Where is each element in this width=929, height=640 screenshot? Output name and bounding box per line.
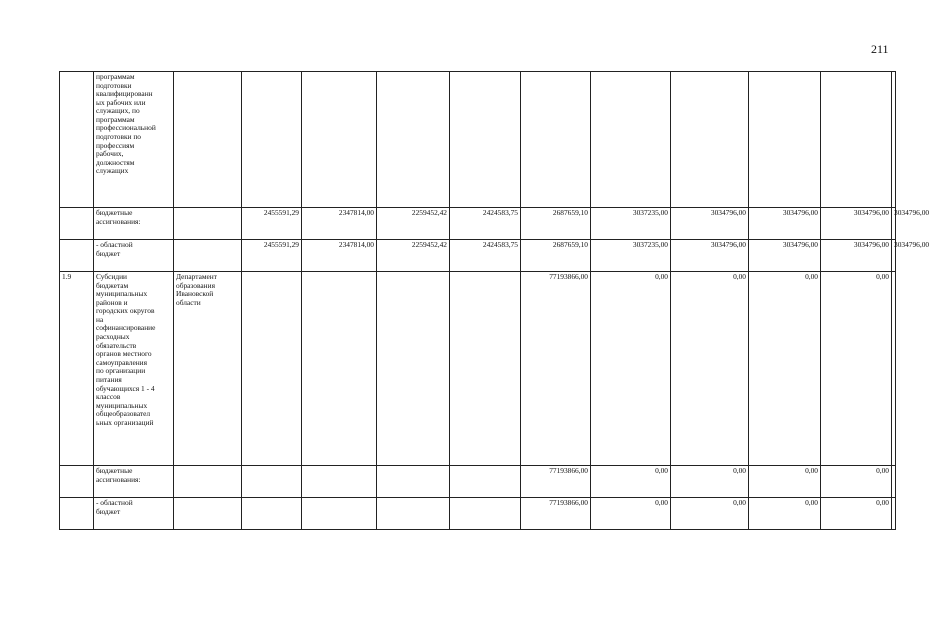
amount-cell [450,498,521,530]
amount-cell: 0,00 [671,272,749,466]
amount-cell [242,466,302,498]
amount-cell [892,72,896,208]
amount-cell: 2424583,75 [450,240,521,272]
amount-cell: 0,00 [821,498,892,530]
amount-cell: 0,00 [591,498,671,530]
executor-cell [174,72,242,208]
amount-cell: 3034796,00 [892,240,896,272]
amount-cell [450,466,521,498]
executor-cell [174,240,242,272]
amount-cell: 2259452,42 [377,240,450,272]
amount-cell: 0,00 [821,466,892,498]
amount-cell [892,498,896,530]
amount-cell: 77193866,00 [521,466,591,498]
amount-cell [377,72,450,208]
amount-cell [821,72,892,208]
amount-cell: 0,00 [749,272,821,466]
row-number-cell [60,72,94,208]
amount-cell: 2455591,29 [242,208,302,240]
table-row [60,72,896,208]
amount-cell [242,272,302,466]
amount-cell [450,72,521,208]
amount-cell: 2347814,00 [302,208,377,240]
amount-cell [377,498,450,530]
table-row [60,498,896,530]
amount-cell: 3034796,00 [671,208,749,240]
amount-cell: 2455591,29 [242,240,302,272]
amount-cell: 3034796,00 [892,208,896,240]
amount-cell [450,272,521,466]
amount-cell: 3034796,00 [749,240,821,272]
table-row [60,208,896,240]
measure-name-cell: бюджетные ассигнования: [94,208,174,240]
amount-cell [892,466,896,498]
amount-cell: 0,00 [671,466,749,498]
amount-cell [242,498,302,530]
amount-cell: 3034796,00 [821,208,892,240]
amount-cell: 3037235,00 [591,240,671,272]
table-row [60,466,896,498]
executor-cell [174,498,242,530]
executor-cell: Департамент образования Ивановской области [174,272,242,466]
amount-cell: 2424583,75 [450,208,521,240]
amount-cell [242,72,302,208]
amount-cell [377,272,450,466]
amount-cell [671,72,749,208]
row-number-cell [60,466,94,498]
amount-cell: 0,00 [591,272,671,466]
amount-cell: 3034796,00 [671,240,749,272]
table-row [60,240,896,272]
amount-cell [302,72,377,208]
amount-cell: 3034796,00 [821,240,892,272]
budget-table [59,71,929,530]
amount-cell: 77193866,00 [521,498,591,530]
amount-cell: 2687659,10 [521,240,591,272]
amount-cell: 77193866,00 [521,272,591,466]
amount-cell [521,72,591,208]
executor-cell [174,208,242,240]
amount-cell [302,466,377,498]
amount-cell [749,72,821,208]
amount-cell [302,498,377,530]
amount-cell: 3034796,00 [749,208,821,240]
row-number-cell [60,240,94,272]
table-row [60,272,896,466]
measure-name-cell: - областной бюджет [94,498,174,530]
amount-cell: 2259452,42 [377,208,450,240]
amount-cell: 0,00 [749,498,821,530]
amount-cell: 0,00 [671,498,749,530]
measure-name-cell: программам подготовки квалифицированн ых рабочих или служащих, по программам профессиональной подготовки по профессиям рабочих, должностям служащих [94,72,174,208]
measure-name-cell: Субсидии бюджетам муниципальных районов и городских округов на софинансирование расходных обязательств органов местного самоуправления по организации питания обучающихся 1 - 4 классов муниципальных общеобразовател ьных организаций [94,272,174,466]
amount-cell [892,272,896,466]
amount-cell: 0,00 [821,272,892,466]
row-number-cell [60,498,94,530]
amount-cell: 0,00 [591,466,671,498]
amount-cell: 3037235,00 [591,208,671,240]
amount-cell: 2687659,10 [521,208,591,240]
amount-cell: 0,00 [749,466,821,498]
executor-cell [174,466,242,498]
amount-cell: 2347814,00 [302,240,377,272]
page-number: 211 [871,42,889,56]
amount-cell [377,466,450,498]
measure-name-cell: бюджетные ассигнования: [94,466,174,498]
row-number-cell: 1.9 [60,272,94,466]
row-number-cell [60,208,94,240]
measure-name-cell: - областной бюджет [94,240,174,272]
amount-cell [302,272,377,466]
amount-cell [591,72,671,208]
